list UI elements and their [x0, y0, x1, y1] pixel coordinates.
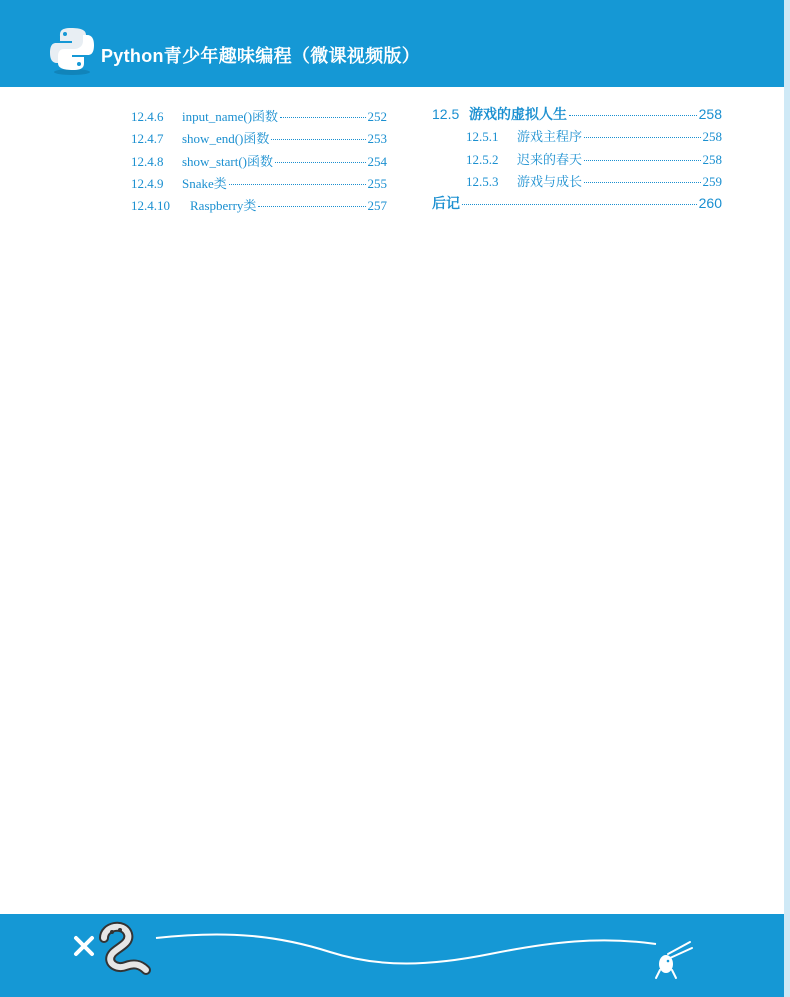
toc-page-number: 254 — [367, 153, 387, 169]
toc-section-entry[interactable] — [432, 104, 722, 126]
toc-entry[interactable] — [131, 195, 387, 217]
toc-entry[interactable] — [432, 149, 722, 171]
toc-title: Raspberry类 — [190, 198, 257, 214]
toc-leader-dots — [275, 162, 366, 163]
toc-number: 12.5.2 — [466, 151, 499, 167]
book-title: Python青少年趣味编程（微课视频版） — [101, 46, 420, 66]
toc-entry[interactable] — [432, 126, 722, 148]
toc-number: 12.5 — [432, 106, 460, 122]
toc-number: 12.4.8 — [131, 153, 164, 169]
page-edge — [784, 0, 790, 997]
toc-leader-dots — [584, 182, 700, 183]
python-logo-icon — [50, 26, 94, 76]
toc-title: input_name()函数 — [182, 109, 279, 124]
toc-page-number: 259 — [702, 173, 722, 189]
wavy-line-icon — [156, 934, 656, 963]
toc-title: 迟来的春天 — [517, 151, 583, 167]
toc-page-number: 257 — [367, 198, 387, 214]
toc-entry[interactable] — [131, 151, 387, 173]
toc-leader-dots — [280, 117, 365, 118]
toc-chapter-entry[interactable] — [432, 193, 722, 215]
toc-leader-dots — [271, 139, 365, 140]
toc-entry[interactable] — [432, 171, 722, 193]
toc-title: Snake类 — [182, 175, 227, 191]
toc-page-number: 253 — [367, 131, 387, 147]
toc-page-number: 258 — [698, 106, 722, 122]
toc-title: 后记 — [432, 195, 460, 212]
toc-title: show_end()函数 — [182, 131, 270, 147]
toc-page-number: 258 — [702, 129, 722, 145]
toc-page-number: 260 — [698, 195, 722, 212]
toc-title: 游戏主程序 — [517, 129, 583, 145]
toc-leader-dots — [462, 204, 697, 205]
toc-number: 12.4.7 — [131, 131, 164, 147]
toc-leader-dots — [229, 184, 366, 185]
toc-title: 游戏与成长 — [517, 173, 583, 189]
toc-leader-dots — [584, 160, 700, 161]
toc-leader-dots — [584, 137, 700, 138]
toc-number: 12.5.1 — [466, 129, 499, 145]
toc-number: 12.4.6 — [131, 109, 164, 124]
toc-page-number: 255 — [367, 175, 387, 191]
toc-title: show_start()函数 — [182, 153, 273, 169]
rabbit-icon — [656, 942, 692, 978]
page-footer — [0, 914, 784, 997]
toc-page-number: 252 — [367, 109, 387, 124]
toc-number: 12.5.3 — [466, 173, 499, 189]
toc-right-column — [432, 104, 722, 215]
toc-left-column — [131, 106, 387, 217]
toc-entry[interactable] — [131, 106, 387, 128]
toc-number: 12.4.9 — [131, 175, 164, 191]
page-header — [0, 0, 784, 87]
toc-leader-dots — [258, 206, 365, 207]
cross-icon — [76, 938, 92, 954]
toc-page-number: 258 — [702, 151, 722, 167]
toc-entry[interactable] — [131, 128, 387, 150]
toc-number: 12.4.10 — [131, 198, 170, 214]
toc-entry[interactable] — [131, 173, 387, 195]
toc-title: 游戏的虚拟人生 — [469, 106, 567, 122]
toc-leader-dots — [569, 115, 697, 116]
snake-mascot-icon — [104, 927, 146, 970]
